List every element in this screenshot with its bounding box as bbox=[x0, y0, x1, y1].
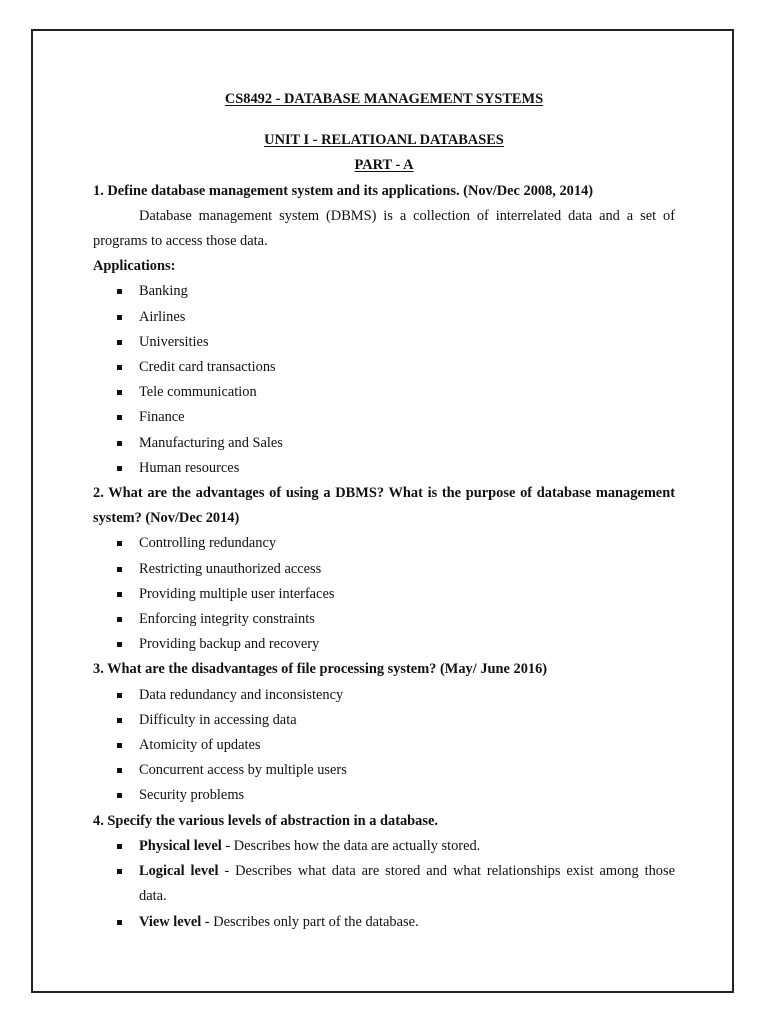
advantages-list bbox=[93, 531, 675, 657]
applications-label: Applications: bbox=[93, 258, 176, 275]
question-3: 3. What are the disadvantages of file processing system? (May/ June 2016) bbox=[93, 661, 548, 678]
question-2: 2. What are the advantages of using a DBMS? What is the purpose of database management system? (Nov/Dec 2014) bbox=[93, 485, 675, 527]
list-item: Restricting unauthorized access bbox=[93, 557, 675, 582]
answer-1: Database management system (DBMS) is a collection of interrelated data and a set of programs to access those data. bbox=[93, 207, 675, 250]
list-item: Enforcing integrity constraints bbox=[93, 607, 675, 632]
part-title: PART - A bbox=[354, 157, 414, 174]
list-item bbox=[93, 859, 675, 909]
level-term: Physical level bbox=[139, 837, 222, 854]
list-item: Tele communication bbox=[93, 380, 675, 405]
question-1: 1. Define database management system and its applications. (Nov/Dec 2008, 2014) bbox=[93, 182, 594, 199]
question-4: 4. Specify the various levels of abstraction in a database. bbox=[93, 812, 438, 829]
level-description: - Describes only part of the database. bbox=[201, 913, 419, 930]
list-item: Airlines bbox=[93, 305, 675, 330]
list-item: Security problems bbox=[93, 783, 675, 808]
list-item: Concurrent access by multiple users bbox=[93, 758, 675, 783]
list-item: Data redundancy and inconsistency bbox=[93, 683, 675, 708]
level-term: Logical level bbox=[139, 863, 219, 880]
list-item: Manufacturing and Sales bbox=[93, 431, 675, 456]
level-term: View level bbox=[139, 913, 202, 930]
course-title: CS8492 - DATABASE MANAGEMENT SYSTEMS bbox=[224, 91, 544, 107]
list-item bbox=[93, 910, 675, 935]
list-item: Providing backup and recovery bbox=[93, 632, 675, 657]
applications-list bbox=[93, 279, 675, 481]
level-description: - Describes what data are stored and what relationships exist among those data. bbox=[139, 863, 675, 905]
list-item bbox=[93, 834, 675, 859]
unit-title: UNIT I - RELATIOANL DATABASES bbox=[264, 132, 504, 149]
level-description: - Describes how the data are actually stored. bbox=[221, 837, 481, 854]
list-item: Human resources bbox=[93, 456, 675, 481]
abstraction-levels-list bbox=[93, 834, 675, 935]
list-item: Credit card transactions bbox=[93, 355, 675, 380]
disadvantages-list bbox=[93, 683, 675, 809]
list-item: Difficulty in accessing data bbox=[93, 708, 675, 733]
document-body bbox=[93, 87, 675, 935]
list-item: Atomicity of updates bbox=[93, 733, 675, 758]
list-item: Controlling redundancy bbox=[93, 531, 675, 556]
list-item: Banking bbox=[93, 279, 675, 304]
list-item: Finance bbox=[93, 405, 675, 430]
list-item: Providing multiple user interfaces bbox=[93, 582, 675, 607]
list-item: Universities bbox=[93, 330, 675, 355]
